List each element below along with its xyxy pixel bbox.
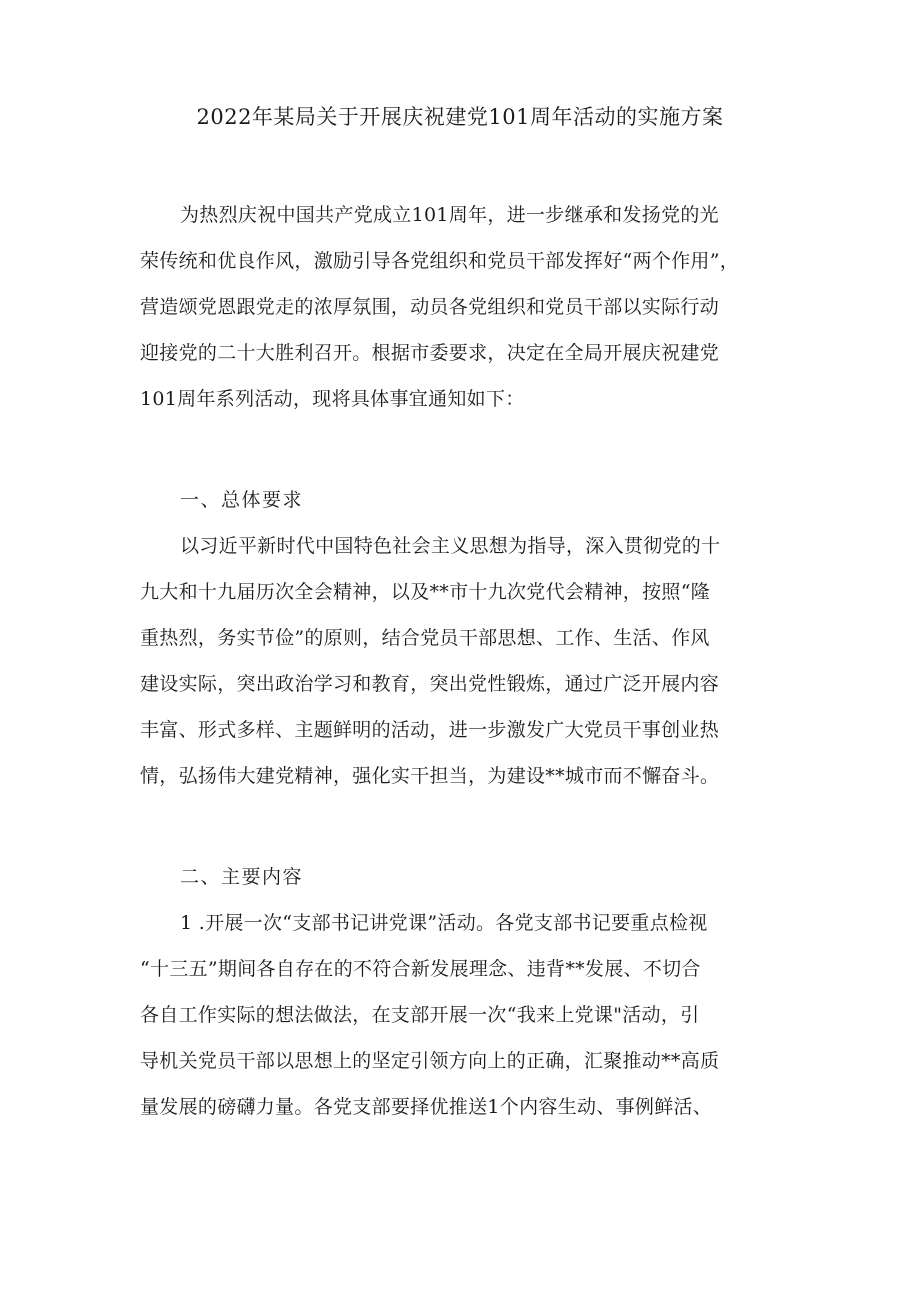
document-title: 2022年某局关于开展庆祝建党101周年活动的实施方案 (196, 105, 724, 129)
section2-line: 量发展的磅礴力量。各党支部要择优推送1个内容生动、事例鲜活、 (140, 1096, 713, 1118)
intro-line: 为热烈庆祝中国共产党成立101周年，进一步继承和发扬党的光 (180, 204, 719, 226)
intro-line: 101周年系列活动，现将具体事宜通知如下： (140, 388, 525, 410)
section1-line: 以习近平新时代中国特色社会主义思想为指导，深入贯彻党的十 (180, 535, 721, 557)
intro-line: 荣传统和优良作风，激励引导各党组织和党员干部发挥好“两个作用”， (140, 250, 740, 272)
section1-line: 丰富、形式多样、主题鲜明的活动，进一步激发广大党员干事创业热 (140, 719, 720, 741)
section1-line: 建设实际，突出政治学习和教育，突出党性锻炼，通过广泛开展内容 (140, 673, 720, 695)
section1-line: 重热烈，务实节俭”的原则，结合党员干部思想、工作、生活、作风 (140, 627, 710, 649)
section1-line: 九大和十九届历次全会精神，以及**市十九次党代会精神，按照“隆 (140, 581, 711, 603)
section1-line: 情，弘扬伟大建党精神，强化实干担当，为建设**城市而不懈奋斗。 (140, 765, 720, 787)
intro-line: 迎接党的二十大胜利召开。根据市委要求，决定在全局开展庆祝建党 (140, 342, 720, 364)
section2-line: 1 .开展一次“支部书记讲党课”活动。各党支部书记要重点检视 (180, 912, 708, 934)
intro-line: 营造颂党恩跟党走的浓厚氛围，动员各党组织和党员干部以实际行动 (140, 296, 720, 318)
section-heading-1: 一、总体要求 (180, 489, 304, 511)
section-heading-2: 二、主要内容 (180, 866, 304, 888)
section2-line: 各自工作实际的想法做法，在支部开展一次“我来上党课"活动，引 (140, 1004, 700, 1026)
section2-line: 导机关党员干部以思想上的坚定引领方向上的正确，汇聚推动**高质 (140, 1050, 720, 1072)
section2-line: “十三五”期间各自存在的不符合新发展理念、违背**发展、不切合 (140, 958, 701, 980)
